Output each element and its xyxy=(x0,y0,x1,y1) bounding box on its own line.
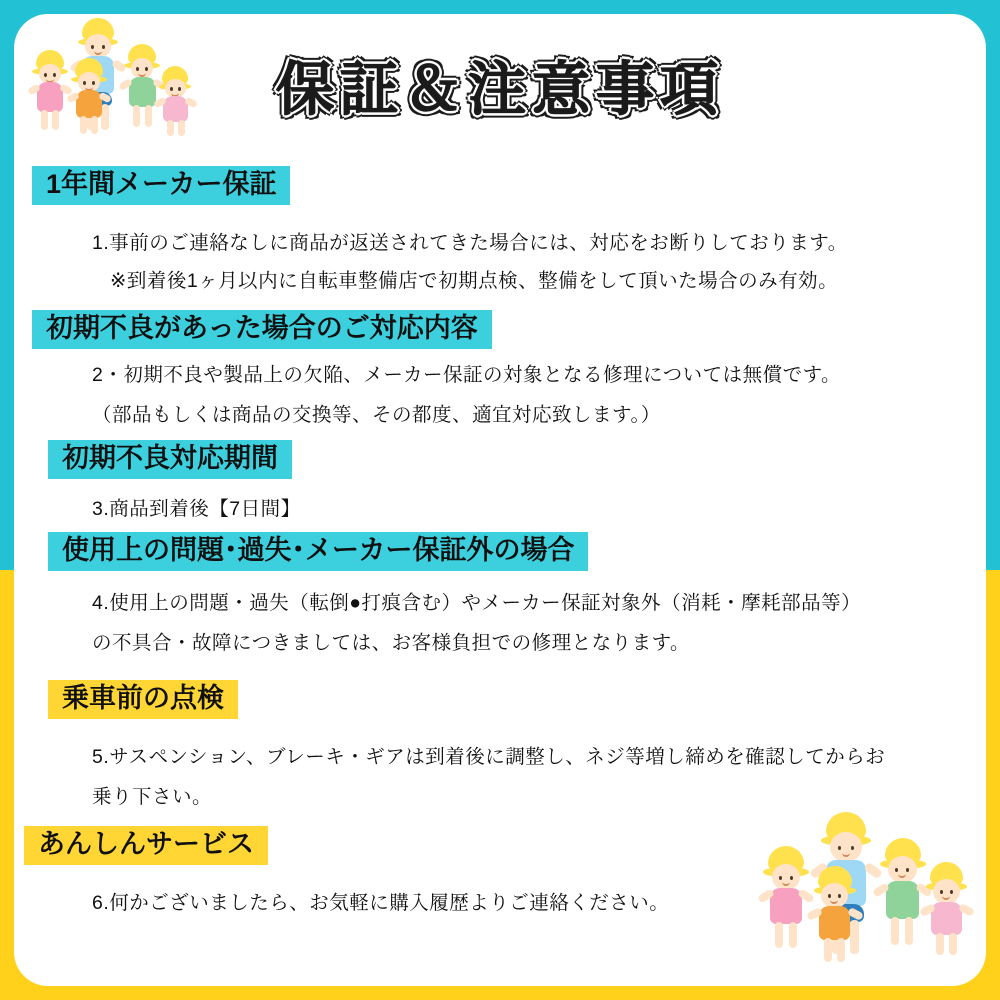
kids-group-top-left-illustration xyxy=(22,14,212,134)
face xyxy=(39,64,61,84)
section-line: 3.商品到着後【7日間】 xyxy=(92,498,301,520)
section-heading-anshin-service: あんしんサービス xyxy=(24,826,268,865)
section-heading-pre-ride-check: 乗車前の点検 xyxy=(48,680,238,719)
body xyxy=(931,902,962,935)
body xyxy=(886,881,919,919)
content-card xyxy=(14,14,986,986)
body xyxy=(819,906,850,940)
section-heading-out-of-warranty: 使用上の問題･過失･メーカー保証外の場合 xyxy=(48,532,588,571)
kid-figure xyxy=(66,58,112,138)
page-title-text: 保証＆注意事項 xyxy=(275,55,724,123)
section-line: （部品もしくは商品の交換等、その都度、適宜対応致します。） xyxy=(92,404,661,426)
section-line: 乗り下さい。 xyxy=(92,786,213,808)
kid-figure xyxy=(154,66,198,138)
face xyxy=(131,58,153,79)
face xyxy=(85,34,111,58)
face xyxy=(821,883,848,908)
face xyxy=(830,832,862,862)
section-line: 5.サスペンション、ブレーキ・ギアは到着後に調整し、ネジ等増し締めを確認してからお xyxy=(92,746,886,768)
section-line: 6.何かございましたら、お気軽に購入履歴よりご連絡ください。 xyxy=(92,892,670,914)
kid-figure xyxy=(920,862,974,958)
section-line: 2・初期不良や製品上の欠陥、メーカー保証の対象となる修理については無償です。 xyxy=(92,364,842,386)
body xyxy=(37,82,63,112)
face xyxy=(933,879,960,904)
body xyxy=(76,90,102,118)
face xyxy=(888,856,917,883)
face xyxy=(78,72,100,92)
section-heading-defect-period: 初期不良対応期間 xyxy=(48,440,292,479)
section-line: 4.使用上の問題・過失（転倒●打痕含む）やメーカー保証対象外（消耗・摩耗部品等） xyxy=(92,592,862,614)
kids-group-bottom-right-illustration xyxy=(744,804,984,974)
section-heading-defect-response: 初期不良があった場合のご対応内容 xyxy=(32,310,492,349)
section-line: 1.事前のご連絡なしに商品が返送されてきた場合には、対応をお断りしております。 xyxy=(92,232,848,254)
section-line: ※到着後1ヶ月以内に自転車整備店で初期点検、整備をして頂いた場合のみ有効。 xyxy=(110,270,839,292)
body xyxy=(129,77,156,107)
section-heading-warranty: 1年間メーカー保証 xyxy=(32,166,290,205)
kid-figure xyxy=(806,866,864,966)
face xyxy=(772,864,800,890)
section-line: の不具合・故障につきましては、お客様負担での修理となります。 xyxy=(92,632,691,654)
